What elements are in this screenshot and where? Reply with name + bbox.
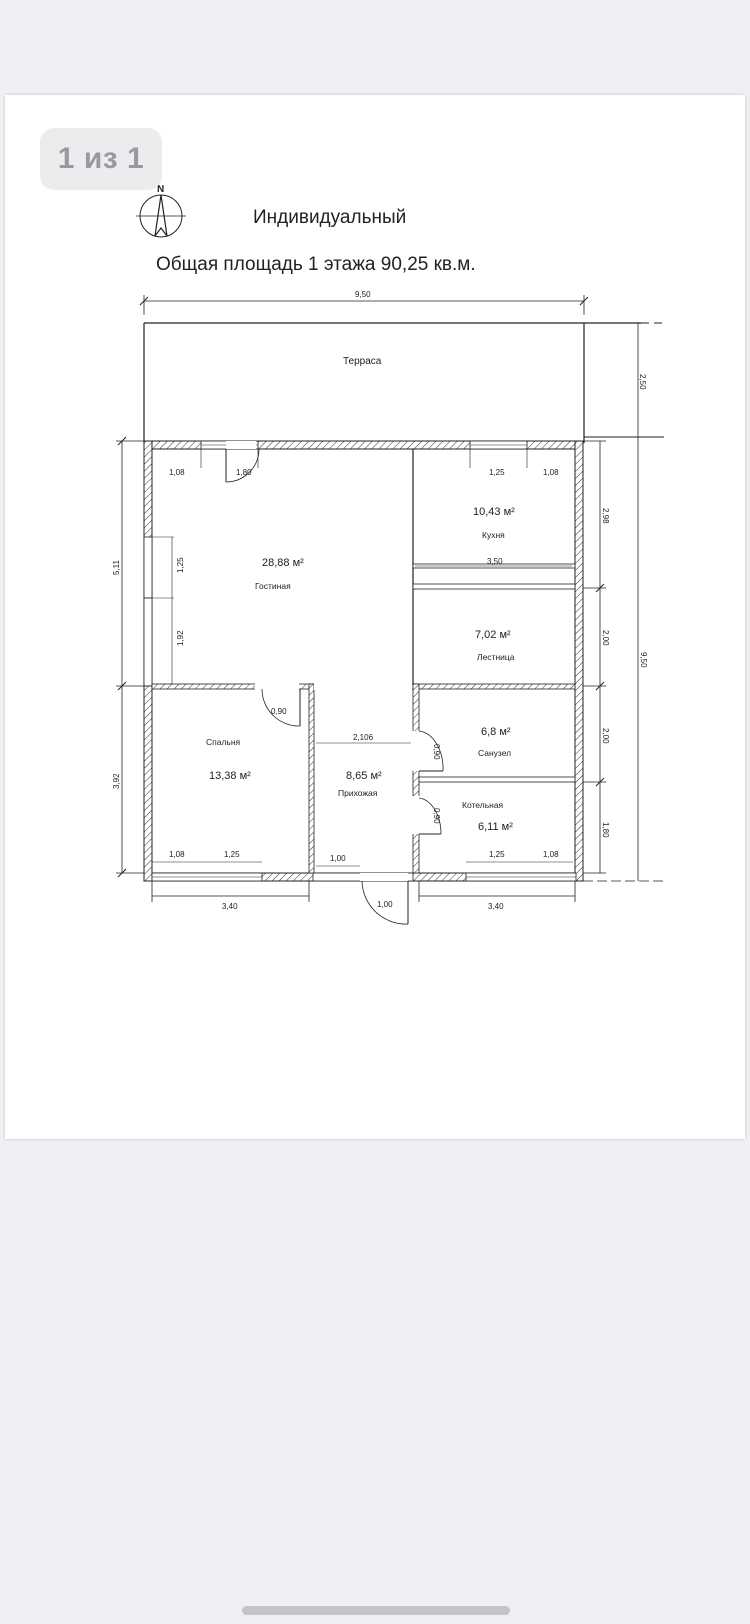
dim-kitchen-height: 2,98 bbox=[601, 508, 610, 524]
plan-title: Индивидуальный bbox=[253, 207, 407, 228]
dim-kitchen-window-2: 1,08 bbox=[543, 468, 559, 477]
stairs-name: Лестница bbox=[477, 652, 515, 662]
dim-boiler-door: 0,90 bbox=[432, 808, 441, 824]
dim-boiler-window-2: 1,08 bbox=[543, 850, 559, 859]
dim-stairs-height: 2,00 bbox=[601, 630, 610, 646]
bathroom-area: 6,8 м² bbox=[481, 726, 511, 738]
dim-kitchen-window-1: 1,25 bbox=[489, 468, 505, 477]
dim-bathroom-height: 2,00 bbox=[601, 728, 610, 744]
dim-hall-window: 1,00 bbox=[330, 854, 346, 863]
dim-living-side-1: 1,25 bbox=[176, 557, 185, 573]
boiler-name: Котельная bbox=[462, 800, 504, 810]
boiler-area: 6,11 м² bbox=[478, 821, 513, 833]
home-indicator[interactable] bbox=[242, 1606, 510, 1615]
kitchen-area: 10,43 м² bbox=[473, 506, 515, 518]
hall-name: Прихожая bbox=[338, 788, 378, 798]
kitchen-name: Кухня bbox=[482, 530, 505, 540]
stairs-area: 7,02 м² bbox=[475, 629, 511, 641]
bedroom-name: Спальня bbox=[206, 737, 241, 747]
bedroom-area: 13,38 м² bbox=[209, 770, 251, 782]
left-openings bbox=[144, 537, 152, 686]
bathroom-name: Санузел bbox=[478, 748, 512, 758]
dim-top-overall: 9,50 bbox=[355, 290, 371, 299]
dim-terrace-depth: 2,50 bbox=[638, 374, 647, 390]
dim-entrance-door: 1,00 bbox=[377, 900, 393, 909]
living-area: 28,88 м² bbox=[262, 557, 304, 569]
outer-walls bbox=[144, 441, 583, 881]
dim-right-overall: 9,50 bbox=[639, 652, 648, 668]
hall-area: 8,65 м² bbox=[346, 770, 382, 782]
terrace-label: Терраса bbox=[343, 356, 382, 367]
dim-bottom-right: 3,40 bbox=[488, 902, 504, 911]
dim-bedroom-door: 0,90 bbox=[271, 707, 287, 716]
dim-bathroom-door: 0,90 bbox=[432, 744, 441, 760]
dim-living-door: 1,80 bbox=[236, 468, 252, 477]
dim-living-side-2: 1,92 bbox=[176, 630, 185, 646]
living-terrace-door bbox=[226, 449, 259, 482]
compass-north-label: N bbox=[157, 184, 165, 195]
dim-bottom-left: 3,40 bbox=[222, 902, 238, 911]
dim-living-window-1: 1,08 bbox=[169, 468, 185, 477]
dim-boiler-height: 1,80 bbox=[601, 822, 610, 838]
living-name: Гостиная bbox=[255, 581, 291, 591]
page-indicator: 1 из 1 bbox=[40, 128, 162, 190]
dim-bedroom-window-1: 1,08 bbox=[169, 850, 185, 859]
compass-icon bbox=[136, 184, 186, 237]
dim-kitchen-width: 3,50 bbox=[487, 557, 503, 566]
terrace bbox=[144, 323, 664, 443]
bottom-openings bbox=[152, 873, 576, 881]
dim-hall-width: 2,106 bbox=[353, 733, 374, 742]
dim-left-upper: 5,11 bbox=[112, 560, 121, 575]
right-dimensions bbox=[583, 437, 664, 881]
dim-bedroom-window-2: 1,25 bbox=[224, 850, 240, 859]
dim-boiler-window-1: 1,25 bbox=[489, 850, 505, 859]
plan-subtitle: Общая площадь 1 этажа 90,25 кв.м. bbox=[156, 254, 476, 275]
dim-left-lower: 3,92 bbox=[112, 773, 121, 789]
